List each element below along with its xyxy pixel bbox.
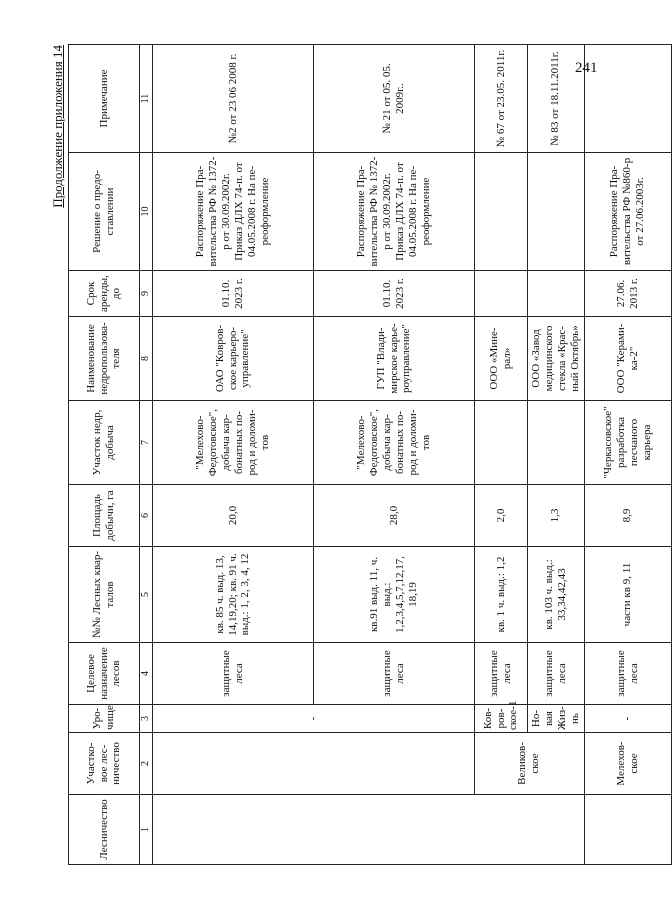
header-cell: Примечание xyxy=(69,45,140,153)
column-number: 5 xyxy=(140,547,153,643)
column-number: 8 xyxy=(140,317,153,401)
tract-cell: - xyxy=(584,705,671,733)
area-cell: 2,0 xyxy=(475,485,528,547)
purpose-cell: защитные леса xyxy=(475,643,528,705)
district-cell xyxy=(153,733,475,795)
term-cell xyxy=(475,271,528,317)
tract-cell: Ков-ров-ское-1 xyxy=(475,705,528,733)
note-cell xyxy=(584,45,671,153)
note-cell: № 83 от 18.11.2011г. xyxy=(528,45,585,153)
forestry-cell xyxy=(584,795,671,865)
user-cell: ООО "Керами-ка-2" xyxy=(584,317,671,401)
column-number: 9 xyxy=(140,271,153,317)
term-cell: 01.10. 2023 г. xyxy=(153,271,314,317)
purpose-cell: защитные леса xyxy=(153,643,314,705)
tract-cell: - xyxy=(153,705,475,733)
area-cell: 8,9 xyxy=(584,485,671,547)
header-cell: Лесничество xyxy=(69,795,140,865)
table-row xyxy=(475,45,528,865)
district-cell: Великов-ское xyxy=(475,733,585,795)
tract-cell: Но-вая Жиз-нь xyxy=(528,705,585,733)
licenses-table xyxy=(68,44,672,865)
header-row xyxy=(69,45,140,865)
header-cell: Площадь добычи, га xyxy=(69,485,140,547)
header-cell: Целевое назначение лесов xyxy=(69,643,140,705)
rotated-page xyxy=(50,45,653,865)
deposit-cell: "Мелехово-Федотовское", добыча кар-бонатных по-род и доломи-тов xyxy=(153,401,314,485)
column-number: 1 xyxy=(140,795,153,865)
column-number-row xyxy=(140,45,153,865)
user-cell: ООО «Завод медицинского стекла «Крас-ный Октябрь» xyxy=(528,317,585,401)
column-number: 6 xyxy=(140,485,153,547)
forestry-cell xyxy=(153,795,585,865)
area-cell: 28,0 xyxy=(314,485,475,547)
purpose-cell: защитные леса xyxy=(528,643,585,705)
quarters-cell: части кв 9, 11 xyxy=(584,547,671,643)
purpose-cell: защитные леса xyxy=(584,643,671,705)
quarters-cell: кв.91 выд. 11, ч. выд.: 1,2,3,4,5,7,12,17, 18,19 xyxy=(314,547,475,643)
header-cell: Уро-чище xyxy=(69,705,140,733)
user-cell: ГУП "Влади-мирское карье-роуправление" xyxy=(314,317,475,401)
user-cell: ООО «Мине-рал» xyxy=(475,317,528,401)
column-number: 7 xyxy=(140,401,153,485)
user-cell: ОАО "Ковров-ское карьеро-управление" xyxy=(153,317,314,401)
header-cell: Наименование недропользова-теля xyxy=(69,317,140,401)
decision-cell xyxy=(528,153,585,271)
deposit-cell xyxy=(475,401,528,485)
term-cell: 01.10. 2023 г. xyxy=(314,271,475,317)
page-number: 241 xyxy=(575,60,598,76)
quarters-cell: кв. 103 ч. выд.: 33,34,42,43 xyxy=(528,547,585,643)
decision-cell: Распоряжение Пра-вительства РФ №860-р от 27.06.2003г. xyxy=(584,153,671,271)
column-number: 10 xyxy=(140,153,153,271)
purpose-cell: защитные леса xyxy=(314,643,475,705)
note-cell: №2 от 23 06 2008 г. xyxy=(153,45,314,153)
table-row xyxy=(153,45,314,865)
term-cell: 27.06. 2013 г. xyxy=(584,271,671,317)
table-row xyxy=(584,45,671,865)
appendix-title: Продолжение приложения 14 xyxy=(50,45,65,208)
area-cell: 1,3 xyxy=(528,485,585,547)
header-cell: №№ Лесных квар-талов xyxy=(69,547,140,643)
district-cell: Мелехов-ское xyxy=(584,733,671,795)
deposit-cell: "Черкасовское" разработка песчаного карьера xyxy=(584,401,671,485)
quarters-cell: кв. 85 ч. выд. 13, 14,19,20; кв. 91 ч. выд.: 1, 2, 3, 4, 12 xyxy=(153,547,314,643)
decision-cell: Распоряжение Пра-вительства РФ № 1372-р от 30.09.2002г. Приказ ДЛХ 74-п. от 04.05.2008 г. На пе-реоформление xyxy=(153,153,314,271)
column-number: 2 xyxy=(140,733,153,795)
area-cell: 20,0 xyxy=(153,485,314,547)
term-cell xyxy=(528,271,585,317)
decision-cell xyxy=(475,153,528,271)
note-cell: № 21 от 05. 05. 2009г.. xyxy=(314,45,475,153)
column-number: 3 xyxy=(140,705,153,733)
header-cell: Участок недр, добыча xyxy=(69,401,140,485)
header-cell: Решение о предо-ставлении xyxy=(69,153,140,271)
column-number: 4 xyxy=(140,643,153,705)
header-cell: Участко-вое лес-ничество xyxy=(69,733,140,795)
deposit-cell xyxy=(528,401,585,485)
quarters-cell: кв. 1 ч. выд.: 1,2 xyxy=(475,547,528,643)
note-cell: № 67 от 23.05. 2011г. xyxy=(475,45,528,153)
column-number: 11 xyxy=(140,45,153,153)
decision-cell: Распоряжение Пра-вительства РФ № 1372-р от 30.09.2002г. Приказ ДЛХ 74-п. от 04.05.2008 г. На пе-реоформление xyxy=(314,153,475,271)
header-cell: Срок аренды, до xyxy=(69,271,140,317)
deposit-cell: "Мелехово-Федотовское", добыча кар-бонатных по-род и доломи-тов xyxy=(314,401,475,485)
